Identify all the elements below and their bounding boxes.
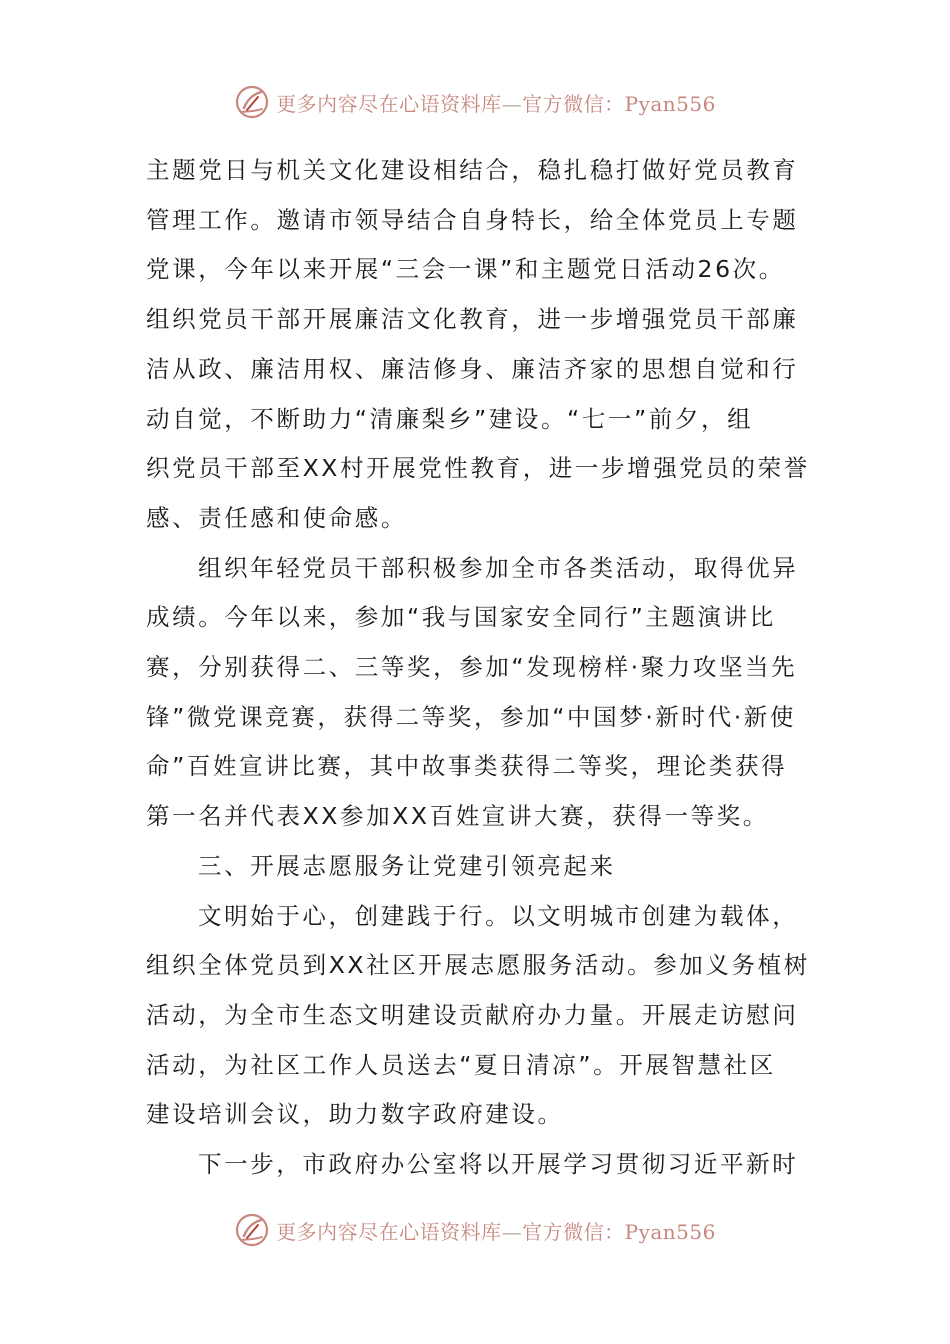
banner-wechat-id: Pyan556 bbox=[624, 91, 716, 116]
banner-wechat-label: 官方微信： bbox=[522, 91, 625, 116]
section-heading-volunteer-service bbox=[146, 842, 806, 892]
pen-signature-icon bbox=[234, 84, 270, 120]
text-line: 组织全体党员到XX社区开展志愿服务活动。参加义务植树 bbox=[146, 951, 810, 980]
text-line: 组织党员干部开展廉洁文化教育，进一步增强党员干部廉 bbox=[146, 305, 799, 334]
banner-text bbox=[276, 1216, 716, 1245]
banner-wechat-label: 官方微信： bbox=[522, 1219, 625, 1244]
text-line: 织党员干部至XX村开展党性教育，进一步增强党员的荣誉 bbox=[146, 454, 810, 483]
banner-wechat-id: Pyan556 bbox=[624, 1219, 716, 1244]
paragraph-young-members-activities bbox=[146, 544, 806, 842]
paragraph-party-education bbox=[146, 146, 810, 544]
text-line: 第一名并代表XX参加XX百姓宣讲大赛，获得一等奖。 bbox=[146, 802, 769, 831]
text-line: 感、责任感和使命感。 bbox=[146, 503, 407, 532]
text-line: 党课，今年以来开展“三会一课”和主题党日活动26次。 bbox=[146, 255, 785, 284]
banner-site-text: 更多内容尽在心语资料库 bbox=[276, 1219, 502, 1244]
banner-text bbox=[276, 88, 716, 117]
text-line: 组织年轻党员干部积极参加全市各类活动，取得优异 bbox=[198, 553, 799, 582]
paragraph-next-steps bbox=[146, 1140, 806, 1190]
banner-separator: — bbox=[501, 1219, 523, 1244]
banner-separator: — bbox=[501, 91, 523, 116]
document-body bbox=[146, 146, 810, 1190]
text-line: 赛，分别获得二、三等奖，参加“发现榜样·聚力攻坚当先 bbox=[146, 653, 798, 682]
paragraph-civilization-building bbox=[146, 892, 810, 1141]
text-line: 活动，为社区工作人员送去“夏日清凉”。开展智慧社区 bbox=[146, 1050, 776, 1079]
text-line: 文明始于心，创建践于行。以文明城市创建为载体， bbox=[198, 901, 799, 930]
heading-line: 三、开展志愿服务让党建引领亮起来 bbox=[198, 851, 616, 880]
banner-site-text: 更多内容尽在心语资料库 bbox=[276, 91, 502, 116]
footer-watermark-banner bbox=[0, 1210, 950, 1250]
text-line: 成绩。今年以来，参加“我与国家安全同行”主题演讲比 bbox=[146, 603, 776, 632]
text-line: 命”百姓宣讲比赛，其中故事类获得二等奖，理论类获得 bbox=[146, 752, 788, 781]
text-line: 活动，为全市生态文明建设贡献府办力量。开展走访慰问 bbox=[146, 1000, 799, 1029]
text-line: 主题党日与机关文化建设相结合，稳扎稳打做好党员教育 bbox=[146, 156, 799, 184]
text-line: 锋”微党课竞赛，获得二等奖，参加“中国梦·新时代·新使 bbox=[146, 702, 796, 731]
header-watermark-banner bbox=[0, 82, 950, 122]
text-line: 洁从政、廉洁用权、廉洁修身、廉洁齐家的思想自觉和行 bbox=[146, 354, 799, 383]
text-line: 建设培训会议，助力数字政府建设。 bbox=[146, 1100, 564, 1129]
pen-signature-icon bbox=[234, 1212, 270, 1248]
text-line: 管理工作。邀请市领导结合自身特长，给全体党员上专题 bbox=[146, 205, 799, 234]
text-line: 动自觉，不断助力“清廉梨乡”建设。“七一”前夕，组 bbox=[146, 404, 754, 433]
text-line: 下一步，市政府办公室将以开展学习贯彻习近平新时 bbox=[198, 1150, 799, 1179]
